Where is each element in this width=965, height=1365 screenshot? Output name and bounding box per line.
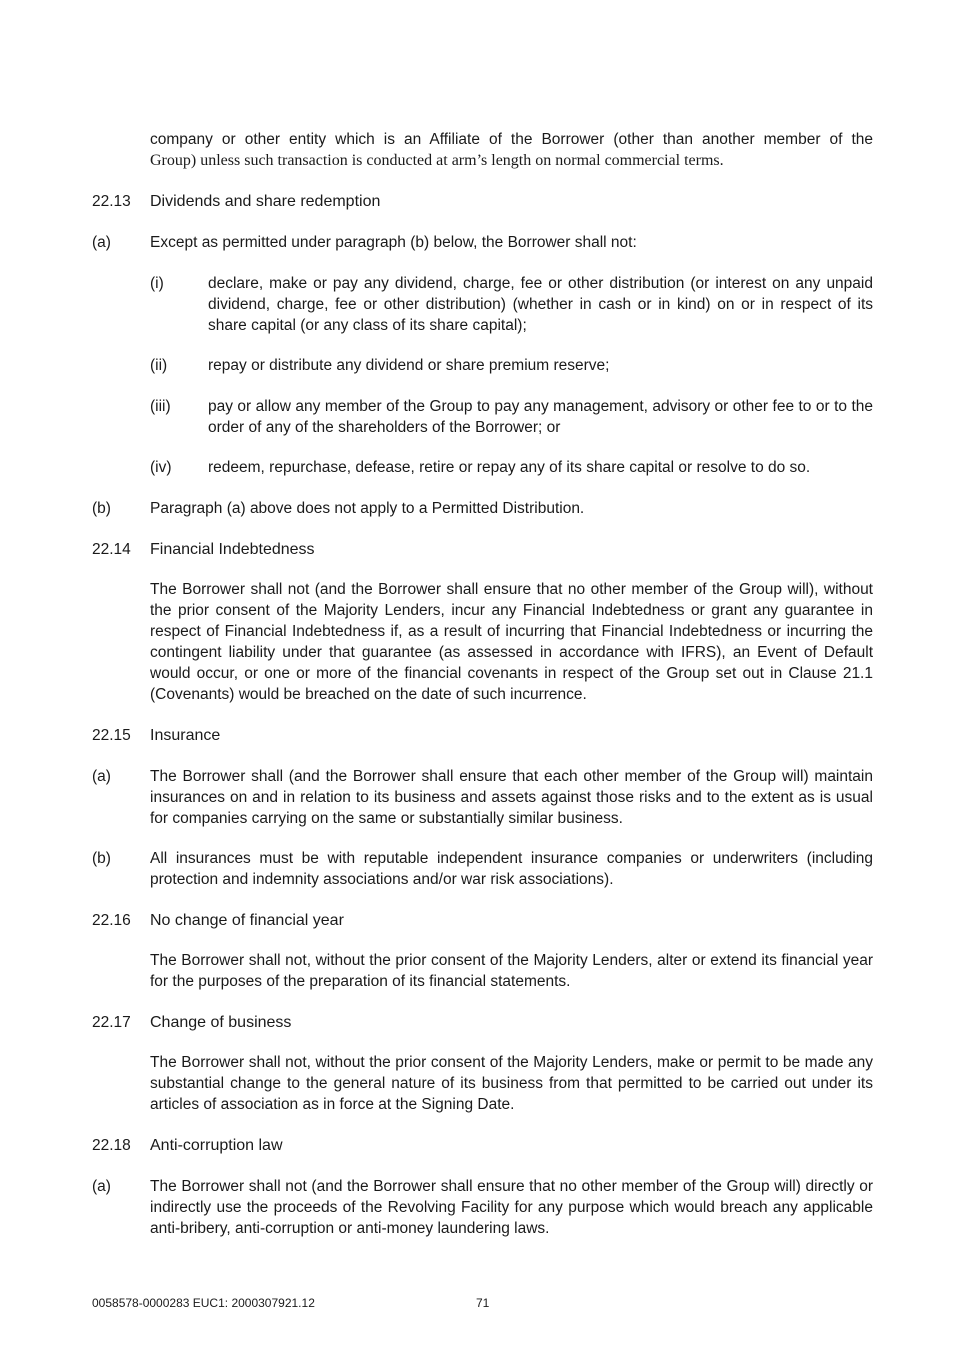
clause-heading: No change of financial year [150, 912, 344, 929]
clause-body-text: The Borrower shall not, without the prior consent of the Majority Lenders, make or permit to be made any substantial change to the general nature of its business from that permitted to be carried out under its articles of association as in force at the Signing Date. [150, 1054, 873, 1113]
continuation-paragraph [150, 129, 873, 171]
item-text: redeem, repurchase, defease, retire or repay any of its share capital or resolve to do so. [208, 459, 811, 476]
clause-number: 22.16 [92, 912, 131, 929]
paragraph-label: (b) [92, 850, 111, 867]
paragraph-label: (a) [92, 768, 111, 785]
continuation-line-1: company or other entity which is an Affiliate of the Borrower (other than another member of the [150, 131, 873, 148]
paragraph-text: The Borrower shall not (and the Borrower shall ensure that no other member of the Group will) directly or indirectly use the proceeds of the Revolving Facility for any purpose which would breach any applicable anti-bribery, anti-corruption or anti-money laundering laws. [150, 1178, 873, 1237]
paragraph-text: Paragraph (a) above does not apply to a Permitted Distribution. [150, 500, 585, 517]
paragraph-text: Except as permitted under paragraph (b) below, the Borrower shall not: [150, 234, 637, 251]
item-label: (i) [150, 275, 164, 292]
footer-document-reference: 0058578-0000283 EUC1: 2000307921.12 [92, 1296, 315, 1310]
clause-number: 22.15 [92, 727, 131, 744]
item-text: repay or distribute any dividend or share premium reserve; [208, 357, 610, 374]
clause-number: 22.13 [92, 193, 131, 210]
clause-heading: Change of business [150, 1014, 292, 1031]
paragraph-label: (b) [92, 500, 111, 517]
continuation-line-2: Group) unless such transaction is conducted at arm’s length on normal commercial terms. [150, 152, 724, 169]
clause-number: 22.18 [92, 1137, 131, 1154]
clause-heading: Dividends and share redemption [150, 193, 381, 210]
paragraph-text: All insurances must be with reputable independent insurance companies or underwriters (including protection and indemnity associations and/or war risk associations). [150, 850, 873, 888]
clause-heading: Insurance [150, 727, 221, 744]
item-text: declare, make or pay any dividend, charge, fee or other distribution (or interest on any unpaid dividend, charge, fee or other distribution) (whether in cash or in kind) on or in respect of its share capital (or any class of its share capital); [208, 275, 873, 334]
clause-body-text: The Borrower shall not, without the prior consent of the Majority Lenders, alter or extend its financial year for the purposes of the preparation of its financial statements. [150, 952, 873, 990]
clause-body-text: The Borrower shall not (and the Borrower shall ensure that no other member of the Group will), without the prior consent of the Majority Lenders, incur any Financial Indebtedness or grant any guarantee in respect of Financial Indebtedness if, as a result of incurring that Financial Indebtedness or incurring the contingent liability under that guarantee (as assessed in accordance with IFRS), an Event of Default would occur, or one or more of the financial covenants in respect of the Group set out in Clause 21.1 (Covenants) would be breached on the date of such incurrence. [150, 581, 873, 703]
item-text: pay or allow any member of the Group to pay any management, advisory or other fee to or to the order of any of the shareholders of the Borrower; or [208, 398, 873, 436]
clause-number: 22.17 [92, 1014, 131, 1031]
paragraph-text: The Borrower shall (and the Borrower shall ensure that each other member of the Group will) maintain insurances on and in relation to its business and assets against those risks and to the extent as is usual for companies carrying on the same or substantially similar business. [150, 768, 873, 827]
clause-heading: Anti-corruption law [150, 1137, 283, 1154]
item-label: (iii) [150, 398, 171, 415]
paragraph-label: (a) [92, 234, 111, 251]
clause-number: 22.14 [92, 541, 131, 558]
item-label: (ii) [150, 357, 168, 374]
clause-heading: Financial Indebtedness [150, 541, 315, 558]
footer-page-number: 71 [476, 1296, 490, 1310]
item-label: (iv) [150, 459, 172, 476]
paragraph-label: (a) [92, 1178, 111, 1195]
